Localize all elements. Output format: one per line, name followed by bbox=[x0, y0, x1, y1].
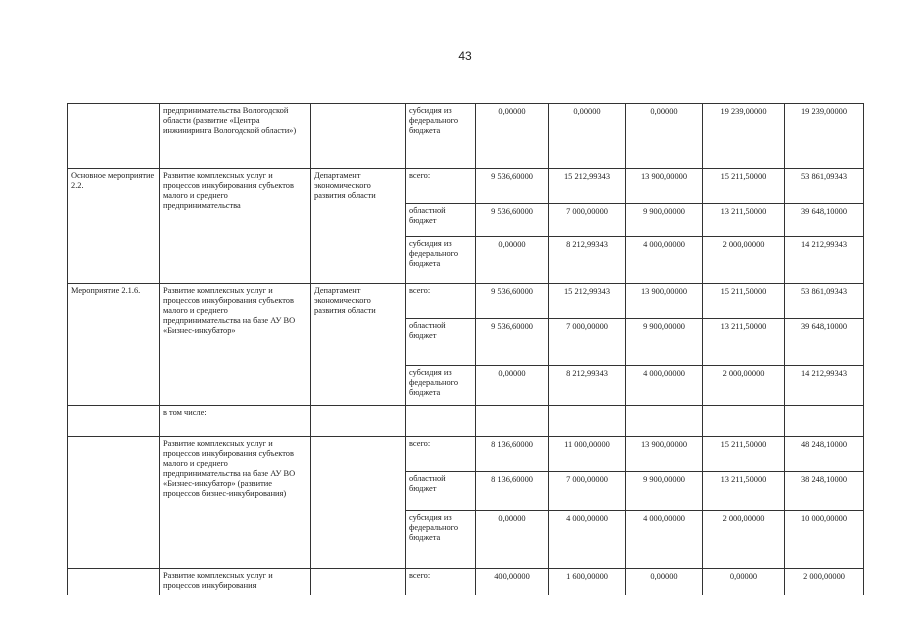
cell-amount: 10 000,00000 bbox=[785, 511, 864, 569]
cell-amount: 0,00000 bbox=[476, 511, 549, 569]
cell-executor: Департамент экономического развития области bbox=[311, 169, 406, 284]
cell-amount: 4 000,00000 bbox=[549, 511, 626, 569]
cell-amount: 13 211,50000 bbox=[703, 204, 785, 237]
cell-amount: 2 000,00000 bbox=[703, 511, 785, 569]
cell-amount: 19 239,00000 bbox=[785, 104, 864, 169]
cell-description: предпринимательства Вологодской области (развитие «Центра инжиниринга Вологодской области») bbox=[160, 104, 311, 169]
cell-amount: 9 536,60000 bbox=[476, 204, 549, 237]
cell-amount: 400,00000 bbox=[476, 569, 549, 596]
cell-amount: 7 000,00000 bbox=[549, 319, 626, 366]
cell-amount: 15 211,50000 bbox=[703, 284, 785, 319]
cell-amount: 13 900,00000 bbox=[626, 437, 703, 472]
cell-empty bbox=[785, 406, 864, 437]
cell-description: Развитие комплексных услуг и процессов инкубирования субъектов малого и среднего предпринимательства bbox=[160, 169, 311, 284]
cell-amount: 0,00000 bbox=[476, 237, 549, 284]
cell-amount: 8 136,60000 bbox=[476, 437, 549, 472]
subheader-label: в том числе: bbox=[160, 406, 311, 437]
cell-amount: 11 000,00000 bbox=[549, 437, 626, 472]
cell-description: Развитие комплексных услуг и процессов инкубирования bbox=[160, 569, 311, 596]
cell-amount: 0,00000 bbox=[549, 104, 626, 169]
cell-amount: 15 212,99343 bbox=[549, 169, 626, 204]
cell-amount: 9 536,60000 bbox=[476, 284, 549, 319]
cell-funding-source: субсидия из федерального бюджета bbox=[406, 366, 476, 406]
cell-amount: 53 861,09343 bbox=[785, 284, 864, 319]
cell-amount: 15 211,50000 bbox=[703, 169, 785, 204]
table-row bbox=[68, 284, 864, 319]
cell-description: Развитие комплексных услуг и процессов инкубирования субъектов малого и среднего предпринимательства на базе АУ ВО «Бизнес-инкубатор» (развитие процессов бизнес-инкубирования) bbox=[160, 437, 311, 569]
cell-funding-source: областной бюджет bbox=[406, 472, 476, 511]
cell-empty bbox=[549, 406, 626, 437]
cell-funding-source: субсидия из федерального бюджета bbox=[406, 104, 476, 169]
cell-amount: 0,00000 bbox=[476, 366, 549, 406]
cell-amount: 8 212,99343 bbox=[549, 366, 626, 406]
table-row bbox=[68, 569, 864, 596]
cell-amount: 13 211,50000 bbox=[703, 472, 785, 511]
cell-amount: 13 900,00000 bbox=[626, 284, 703, 319]
table-row bbox=[68, 406, 864, 437]
cell-amount: 4 000,00000 bbox=[626, 366, 703, 406]
cell-section bbox=[68, 569, 160, 596]
cell-amount: 9 536,60000 bbox=[476, 169, 549, 204]
cell-amount: 39 648,10000 bbox=[785, 204, 864, 237]
cell-amount: 19 239,00000 bbox=[703, 104, 785, 169]
cell-funding-source: областной бюджет bbox=[406, 204, 476, 237]
cell-amount: 38 248,10000 bbox=[785, 472, 864, 511]
cell-executor bbox=[311, 437, 406, 569]
cell-executor bbox=[311, 406, 406, 437]
cell-amount: 0,00000 bbox=[476, 104, 549, 169]
cell-amount: 8 136,60000 bbox=[476, 472, 549, 511]
cell-amount: 0,00000 bbox=[626, 104, 703, 169]
cell-funding-source: всего: bbox=[406, 169, 476, 204]
cell-amount: 8 212,99343 bbox=[549, 237, 626, 284]
table-row bbox=[68, 169, 864, 204]
cell-amount: 0,00000 bbox=[626, 569, 703, 596]
cell-amount: 7 000,00000 bbox=[549, 472, 626, 511]
cell-funding-source: субсидия из федерального бюджета bbox=[406, 511, 476, 569]
cell-empty bbox=[703, 406, 785, 437]
cell-amount: 53 861,09343 bbox=[785, 169, 864, 204]
cell-amount: 2 000,00000 bbox=[703, 237, 785, 284]
cell-description: Развитие комплексных услуг и процессов инкубирования субъектов малого и среднего предпринимательства на базе АУ ВО «Бизнес-инкубатор» bbox=[160, 284, 311, 406]
cell-executor bbox=[311, 104, 406, 169]
cell-amount: 2 000,00000 bbox=[785, 569, 864, 596]
cell-empty bbox=[406, 406, 476, 437]
cell-amount: 15 211,50000 bbox=[703, 437, 785, 472]
cell-funding-source: субсидия из федерального бюджета bbox=[406, 237, 476, 284]
cell-section: Основное мероприятие 2.2. bbox=[68, 169, 160, 284]
cell-amount: 4 000,00000 bbox=[626, 511, 703, 569]
cell-amount: 39 648,10000 bbox=[785, 319, 864, 366]
cell-amount: 2 000,00000 bbox=[703, 366, 785, 406]
cell-executor bbox=[311, 569, 406, 596]
cell-amount: 48 248,10000 bbox=[785, 437, 864, 472]
cell-amount: 9 900,00000 bbox=[626, 204, 703, 237]
cell-empty bbox=[476, 406, 549, 437]
cell-amount: 9 900,00000 bbox=[626, 472, 703, 511]
cell-amount: 13 211,50000 bbox=[703, 319, 785, 366]
cell-executor: Департамент экономического развития области bbox=[311, 284, 406, 406]
cell-amount: 0,00000 bbox=[703, 569, 785, 596]
cell-section: Мероприятие 2.1.6. bbox=[68, 284, 160, 406]
cell-section bbox=[68, 104, 160, 169]
table-row bbox=[68, 437, 864, 472]
cell-amount: 13 900,00000 bbox=[626, 169, 703, 204]
cell-amount: 4 000,00000 bbox=[626, 237, 703, 284]
cell-funding-source: областной бюджет bbox=[406, 319, 476, 366]
cell-amount: 1 600,00000 bbox=[549, 569, 626, 596]
cell-amount: 14 212,99343 bbox=[785, 237, 864, 284]
cell-amount: 7 000,00000 bbox=[549, 204, 626, 237]
cell-funding-source: всего: bbox=[406, 284, 476, 319]
cell-amount: 14 212,99343 bbox=[785, 366, 864, 406]
cell-funding-source: всего: bbox=[406, 437, 476, 472]
cell-amount: 15 212,99343 bbox=[549, 284, 626, 319]
cell-empty bbox=[626, 406, 703, 437]
cell-funding-source: всего: bbox=[406, 569, 476, 596]
cell-amount: 9 900,00000 bbox=[626, 319, 703, 366]
table-row bbox=[68, 104, 864, 169]
budget-table bbox=[67, 103, 864, 595]
page-number: 43 bbox=[458, 49, 472, 63]
cell-section bbox=[68, 437, 160, 569]
cell-section bbox=[68, 406, 160, 437]
cell-amount: 9 536,60000 bbox=[476, 319, 549, 366]
